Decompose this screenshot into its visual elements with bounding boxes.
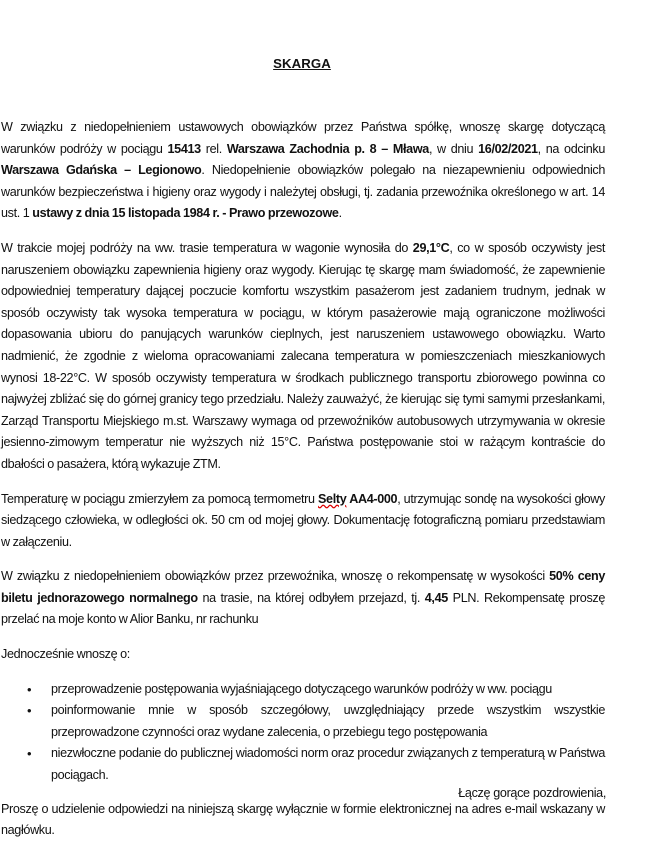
document-title: SKARGA — [273, 56, 331, 71]
list-item — [1, 743, 605, 786]
text: , co w sposób oczywisty jest naruszeniem obowiązku zapewnienia higieny oraz wygody. Kierując tę skargę mam świadomość, że zapewnienie odpowiedniej temperatury dającej poczucie komfortu wszystkim pasażerom jest zadaniem trudnym, jednak w sposób oczywisty tak wysoka temperatura w pociągu, w którym pasażerowie mają ograniczone możliwości dopasowania ubioru do panujących warunków cieplnych, jest naruszeniem ustawowego obowiązku. Warto nadmienić, że zgodnie z wieloma opracowaniami zalecana temperatura w pomieszczeniach mieszkaniowych wynosi 18-22°C. W sposób oczywisty temperatura w środkach publicznego transportu zbiorowego powinna co najwyżej zbliżać się do górnej granicy tego przedziału. Należy zauważyć, że kierując się tymi samymi przesłankami, Zarząd Transportu Miejskiego m.st. Warszawy wymaga od przewoźników autobusowych utrzymywania w okresie jesienno-zimowym temperatur nie wyższych niż 15°C. Państwa postępowanie stoi w rażącym kontraście do dbałości o pasażera, którą wykazuje ZTM. — [1, 240, 605, 471]
train-route: Warszawa Zachodnia p. 8 – Mława — [226, 141, 429, 156]
law-reference: ustawy z dnia 15 listopada 1984 r. - Prawo przewozowe — [32, 206, 339, 221]
closing-greeting: Łączę gorące pozdrowienia, — [458, 786, 606, 800]
text: , na odcinku — [537, 141, 606, 156]
paragraph-temperature — [1, 238, 605, 476]
text: W związku z niedopełnieniem obowiązków przez przewoźnika, wnoszę o rekompensatę w wysokości — [1, 569, 550, 584]
text: PLN. Rekompensatę proszę przelać na moje konto w Alior Banku, nr rachunku — [1, 590, 605, 627]
paragraph-requests-intro: Jednocześnie wnoszę o: — [1, 647, 130, 662]
text: W związku z niedopełnieniem ustawowych obowiązków przez Państwa spółkę, wnoszę skargę dotyczącą warunków podróży w pociągu — [1, 120, 605, 156]
text: rel. — [200, 141, 227, 156]
bullet-icon: • — [27, 681, 32, 697]
paragraph-compensation — [1, 566, 605, 631]
list-item-text: przeprowadzenie postępowania wyjaśniającego dotyczącego warunków podróży w ww. pociągu — [51, 681, 552, 696]
list-item-text: poinformowanie mnie w sposób szczegółowy, uwzględniający przede wszystkim wszystkie przeprowadzone czynności oraz wydane zalecenia, o przebiegu tego postępowania — [51, 703, 605, 739]
list-item-text: niezwłoczne podanie do publicznej wiadomości norm oraz procedur związanych z temperaturą w Państwa pociągach. — [51, 746, 605, 783]
compensation-rate: 50% ceny biletu jednorazowego normalnego — [1, 569, 605, 605]
requests-list — [1, 679, 605, 787]
thermometer-brand: Selty — [318, 491, 347, 506]
thermometer-model: AA4-000 — [346, 491, 398, 506]
list-item — [1, 700, 605, 743]
bullet-icon: • — [27, 703, 32, 719]
text: , w dniu — [428, 141, 479, 156]
travel-date: 16/02/2021 — [478, 141, 538, 156]
text: . Niedopełnienie obowiązków polegało na niezapewnieniu odpowiednich warunków bezpieczeństwa i higieny oraz wygody i należytej obsługi, tj. zadania przewoźnika określonego w art. 14 ust. 1 — [1, 163, 605, 221]
paragraph-measurement — [1, 489, 605, 554]
text: W trakcie mojej podróży na ww. trasie temperatura w wagonie wynosiła do — [1, 240, 413, 255]
text: Temperaturę w pociągu zmierzyłem za pomocą termometru — [1, 491, 318, 506]
text: na trasie, na której odbyłem przejazd, tj. — [197, 590, 425, 605]
list-item — [1, 679, 605, 701]
route-section: Warszawa Gdańska – Legionowo — [1, 163, 202, 178]
document-body — [1, 117, 605, 855]
paragraph-complaint-intro — [1, 117, 605, 225]
compensation-amount: 4,45 — [424, 590, 448, 605]
text: , utrzymując sondę na wysokości głowy siedzącego człowieka, w odległości ok. 50 cm od mojej głowy. Dokumentację fotograficzną pomiaru przedstawiam w załączeniu. — [1, 491, 605, 549]
measured-temperature: 29,1°C — [412, 240, 450, 255]
text: . — [338, 206, 342, 221]
bullet-icon: • — [27, 746, 32, 762]
train-number: 15413 — [167, 141, 201, 156]
paragraph-reply-request: Proszę o udzielenie odpowiedzi na niniejszą skargę wyłącznie w formie elektronicznej na adres e-mail wskazany w nagłówku. — [1, 801, 605, 838]
